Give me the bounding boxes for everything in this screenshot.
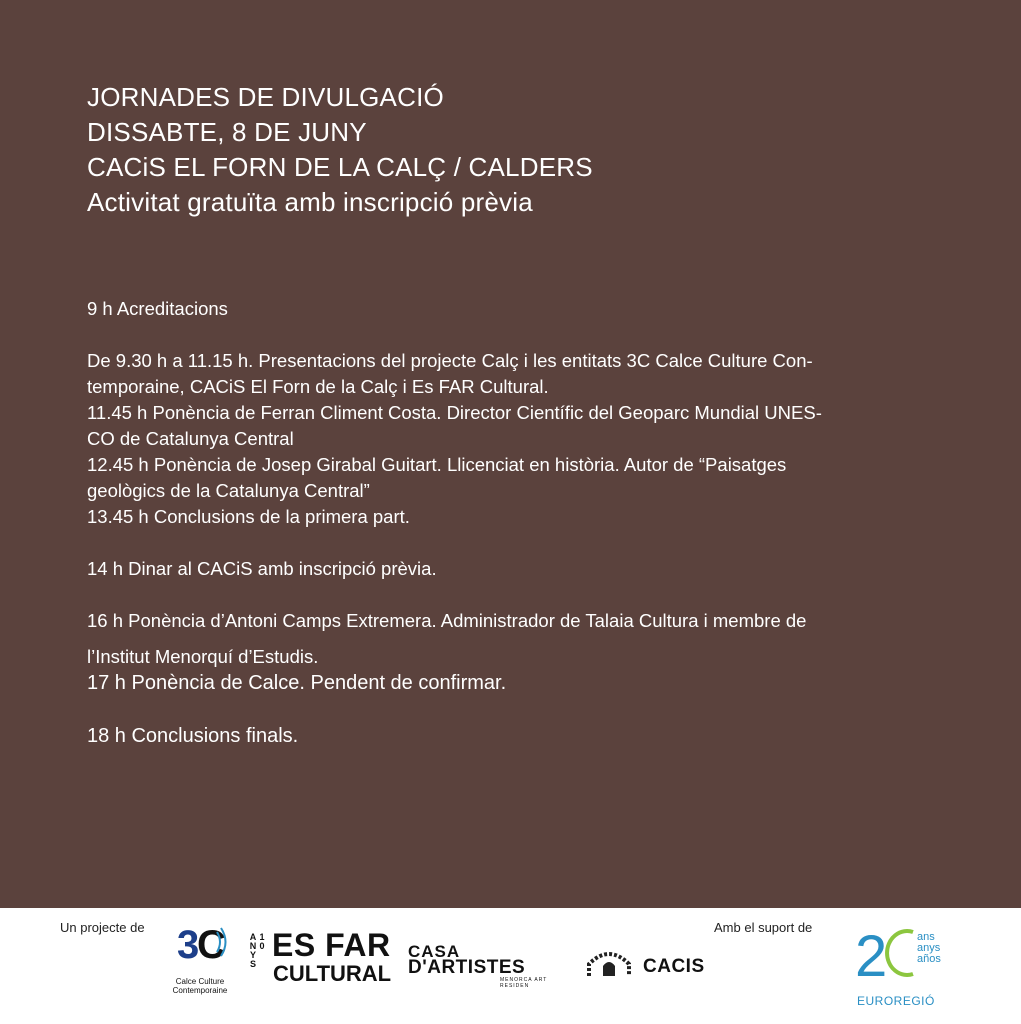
event-header [87, 80, 593, 220]
esfar-name: ES FAR [272, 927, 391, 963]
program-line: 14 h Dinar al CACiS amb inscripció prèvia. [87, 558, 437, 579]
event-note: Activitat gratuïta amb inscripció prèvia [87, 187, 533, 217]
years-word-3: años [917, 953, 941, 965]
event-title: JORNADES DE DIVULGACIÓ [87, 82, 444, 112]
svg-text:2: 2 [855, 924, 888, 988]
years-word-2: anys [917, 942, 941, 954]
program-line: De 9.30 h a 11.15 h. Presentacions del projecte Calç i les entitats 3C Calce Culture Con- [87, 350, 813, 371]
program-line: temporaine, CACiS El Forn de la Calç i Es FAR Cultural. [87, 376, 549, 397]
program-line: CO de Catalunya Central [87, 428, 294, 449]
event-date: DISSABTE, 8 DE JUNY [87, 117, 367, 147]
kiln-icon [585, 946, 633, 978]
esfar-anniversary: 10 ANYS [248, 932, 267, 968]
project-label: Un projecte de [60, 920, 145, 935]
calce-logo [165, 914, 235, 994]
twenty-icon [855, 918, 925, 988]
support-label: Amb el suport de [714, 920, 813, 935]
cacis-logo [585, 946, 715, 986]
casa-artistes-logo [408, 944, 568, 994]
years-word-1: ans [917, 931, 935, 943]
program-line: 17 h Ponència de Calce. Pendent de confirmar. [87, 672, 507, 694]
sponsor-footer [0, 908, 1021, 1024]
svg-text:3: 3 [177, 923, 200, 967]
cacis-name: CACIS [643, 956, 705, 977]
euroregio-name: EUROREGIÓ [857, 994, 935, 1008]
program-line: 12.45 h Ponència de Josep Girabal Guitart. Llicenciat en història. Autor de “Paisatges [87, 454, 787, 475]
program-line: 13.45 h Conclusions de la primera part. [87, 506, 410, 527]
3c-logo-icon [165, 914, 235, 970]
program-line: geològics de la Catalunya Central” [87, 480, 370, 501]
esfar-logo [248, 927, 397, 990]
casa-line2: D'ARTISTES [408, 957, 526, 978]
event-venue: CACiS EL FORN DE LA CALÇ / CALDERS [87, 152, 593, 182]
casa-line1: CASA [408, 942, 461, 961]
euroregio-logo [853, 918, 948, 1018]
program-line: 18 h Conclusions finals. [87, 725, 299, 747]
svg-text:C: C [197, 923, 226, 967]
program-list [87, 296, 917, 749]
calce-name-2: Contemporaine [172, 986, 228, 995]
program-line: l’Institut Menorquí d’Estudis. [87, 646, 319, 667]
casa-sub: MENORCA ART RESIDEN [500, 977, 548, 989]
calce-name-1: Calce Culture [175, 977, 225, 986]
program-line: 9 h Acreditacions [87, 298, 228, 319]
esfar-cultural: CULTURAL [273, 961, 392, 986]
program-line: 11.45 h Ponència de Ferran Climent Costa. Director Científic del Geoparc Mundial UNES- [87, 402, 822, 423]
program-line: 16 h Ponència d’Antoni Camps Extremera. Administrador de Talaia Cultura i membre de [87, 610, 807, 631]
